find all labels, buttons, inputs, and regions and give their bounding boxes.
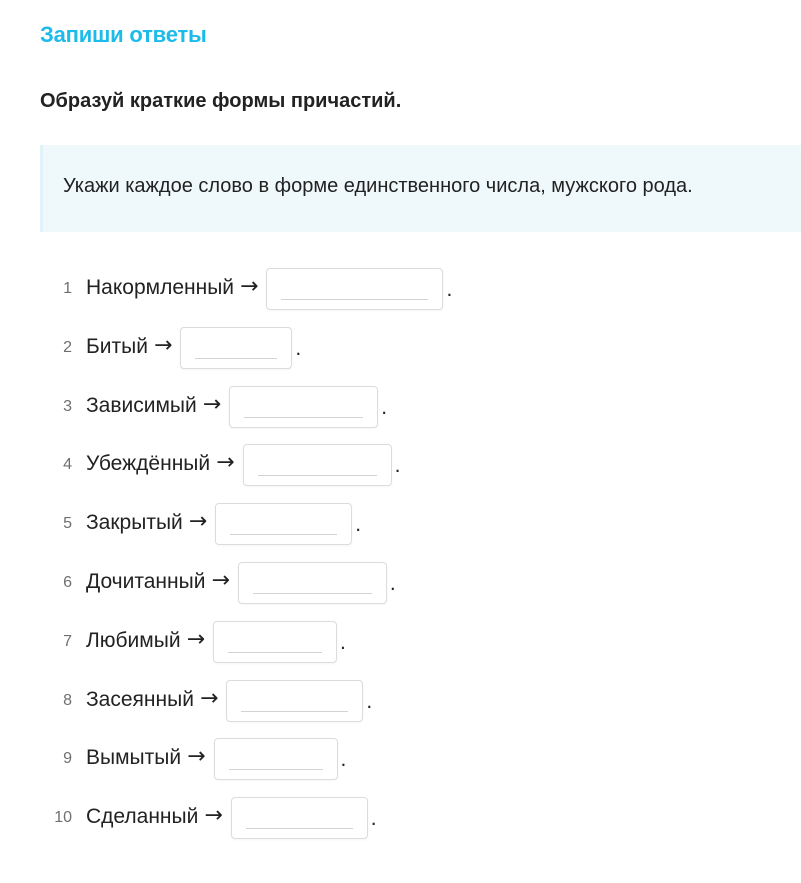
answer-row [40,444,452,503]
row-period: . [446,278,453,301]
source-word: Зависимый [86,393,197,417]
answer-input[interactable] [230,387,377,427]
arrow-icon: → [187,744,206,770]
row-period: . [295,336,302,360]
row-number: 2 [63,338,72,356]
row-period: . [389,571,396,595]
row-number: 5 [63,515,72,533]
arrow-icon: → [202,391,222,417]
answer-input[interactable] [214,622,336,662]
answer-field[interactable] [180,327,292,369]
row-period: . [366,689,373,713]
row-period: . [394,454,401,478]
source-word: Битый [86,334,148,358]
answer-input[interactable] [215,739,337,779]
arrow-icon: → [153,332,173,358]
task-instruction: Образуй краткие формы причастий. [40,90,402,112]
row-number: 7 [63,632,72,650]
row-number: 10 [54,809,72,827]
answer-row [40,268,452,327]
source-word: Сделанный [86,805,199,829]
answer-input[interactable] [216,504,351,544]
answer-list [40,268,452,856]
answer-row [40,327,452,386]
answer-input[interactable] [244,445,391,485]
answer-field[interactable] [266,268,443,310]
row-number: 3 [63,397,72,415]
answer-field[interactable] [226,680,363,722]
answer-field[interactable] [231,797,368,839]
source-word: Засеянный [86,687,194,711]
arrow-icon: → [199,685,219,711]
row-number: 8 [63,691,72,709]
answer-input[interactable] [232,798,367,838]
source-word: Вымытый [86,746,182,770]
answer-input[interactable] [239,563,386,603]
row-number: 6 [63,573,72,591]
answer-field[interactable] [213,621,337,663]
answer-field[interactable] [243,444,392,486]
source-word: Убеждённый [86,452,211,476]
answer-row [40,503,452,562]
row-number: 9 [63,750,72,768]
answer-row [40,562,452,621]
row-period: . [340,748,347,772]
answer-input[interactable] [267,269,442,309]
source-word: Любимый [86,628,181,652]
hint-text: Укажи каждое слово в форме единственного числа, мужского рода. [63,175,693,197]
row-period: . [355,513,362,537]
answer-row [40,738,452,797]
answer-row [40,797,452,856]
answer-input[interactable] [227,681,362,721]
source-word: Закрытый [86,511,183,535]
arrow-icon: → [204,803,223,829]
row-number: 1 [63,280,72,297]
row-period: . [340,630,346,654]
row-period: . [370,807,377,831]
row-period: . [381,395,388,419]
arrow-icon: → [216,450,235,476]
arrow-icon: → [186,626,205,652]
hint-box [40,145,801,232]
task-title: Запиши ответы [40,22,207,47]
answer-field[interactable] [215,503,352,545]
source-word: Накормленный [86,276,235,299]
answer-input[interactable] [181,328,291,368]
answer-field[interactable] [238,562,387,604]
answer-row [40,621,452,680]
source-word: Дочитанный [86,569,206,593]
arrow-icon: → [240,274,259,299]
row-number: 4 [63,456,72,474]
arrow-icon: → [188,509,208,535]
answer-field[interactable] [229,386,378,428]
answer-row [40,386,452,445]
answer-field[interactable] [214,738,338,780]
answer-row [40,680,452,739]
arrow-icon: → [211,567,230,593]
